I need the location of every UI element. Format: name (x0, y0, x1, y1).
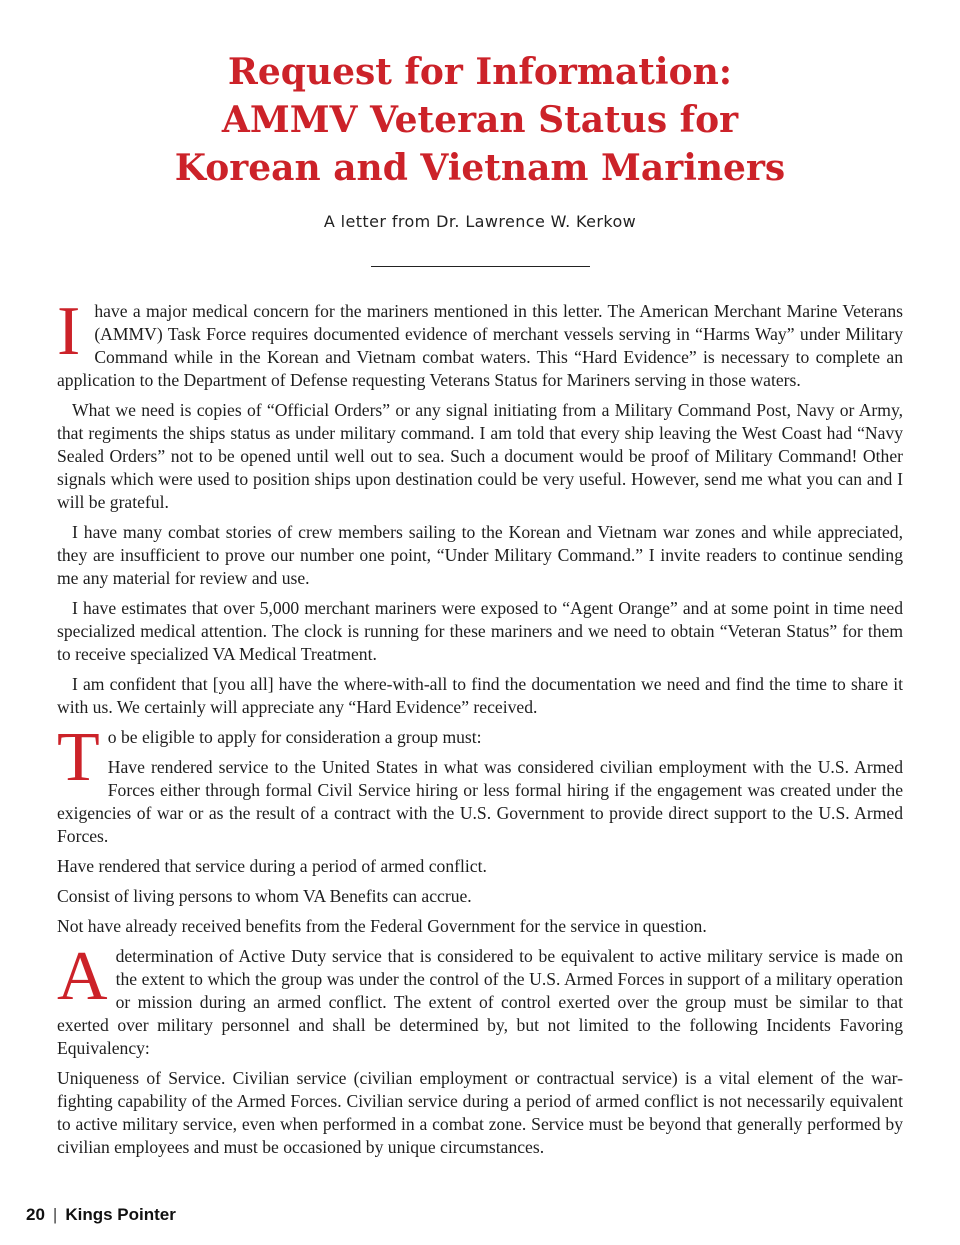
paragraph-text: o be eligible to apply for consideration a group must: (107, 727, 482, 747)
publication-name: Kings Pointer (65, 1205, 176, 1224)
title-line-2: AMMV Veteran Status for (221, 99, 739, 141)
drop-cap-i: I (57, 293, 81, 370)
paragraph: Have rendered service to the United States in what was considered civilian employment with the U.S. Armed Forces either through formal Civil Service hiring or less formal hiring if the engagement was created under the exigencies of war or as the result of a contract with the U.S. Government to provide direct support to the U.S. Armed Forces. (57, 757, 903, 846)
paragraph-text: determination of Active Duty service that is considered to be equivalent to active military service is made on the extent to which the group was under the control of the U.S. Armed Forces in support of a military operation or mission during an armed conflict. The extent of control exerted over the group must be similar to that exerted over military personnel and shall be determined by, but not limited to the following Incidents Favoring Equivalency: (57, 946, 903, 1058)
paragraph: I am confident that [you all] have the where-with-all to find the documentation we need and find the time to share it with us. We certainly will appreciate any “Hard Evidence” received. (57, 674, 903, 717)
paragraph: I have estimates that over 5,000 merchant mariners were exposed to “Agent Orange” and at some point in time need specialized medical attention. The clock is running for these mariners and we need to obtain “Veteran Status” for them to receive specialized VA Medical Treatment. (57, 598, 903, 664)
paragraph: Have rendered that service during a period of armed conflict. (57, 856, 487, 876)
title-line-3: Korean and Vietnam Mariners (174, 147, 786, 189)
paragraph: Not have already received benefits from the Federal Government for the service in question. (57, 916, 707, 936)
drop-cap-t: T (57, 719, 100, 796)
page-footer (26, 1205, 176, 1225)
paragraph-determination (57, 938, 903, 1060)
title-line-1: Request for Information: (227, 51, 733, 93)
paragraph-eligibility-intro (57, 719, 903, 796)
paragraph: Uniqueness of Service. Civilian service (civilian employment or contractual service) is a vital element of the war-fighting capability of the Armed Forces. Civilian service during a period of armed conflict is not necessarily equivalent to active military service, even when performed in a combat zone. Service must be beyond that generally performed by civilian employees and must be occasioned by unique circumstances. (57, 1068, 903, 1157)
paragraph: What we need is copies of “Official Orders” or any signal initiating from a Military Command Post, Navy or Army, that regiments the ships status as under military command. I am told that every ship leaving the West Coast had “Navy Sealed Orders” not to be opened until well out to sea. Such a document would be proof of Military Command! Other signals which were used to position ships upon destination could be very useful. However, send me what you can and I will be grateful. (57, 400, 903, 512)
paragraph-text: have a major medical concern for the mariners mentioned in this letter. The American Merchant Marine Veterans (AMMV) Task Force requires documented evidence of merchant vessels serving in “Harms Way” under Military Command while in the Korean and Vietnam combat waters. This “Hard Evidence” is necessary to complete an application to the Department of Defense requesting Veterans Status for Mariners serving in those waters. (57, 301, 903, 390)
paragraph: Consist of living persons to whom VA Benefits can accrue. (57, 886, 472, 906)
page-number: 20 (26, 1205, 45, 1224)
byline: A letter from Dr. Lawrence W. Kerkow (323, 212, 637, 231)
paragraph-intro (57, 293, 903, 392)
paragraph: I have many combat stories of crew members sailing to the Korean and Vietnam war zones and while appreciated, they are insufficient to prove our number one point, “Under Military Command.” I invite readers to continue sending me any material for review and use. (57, 522, 903, 588)
footer-separator: | (52, 1205, 58, 1224)
article-body (57, 293, 903, 1166)
article-title (0, 48, 960, 192)
drop-cap-a: A (57, 938, 108, 1015)
title-divider (371, 266, 590, 267)
